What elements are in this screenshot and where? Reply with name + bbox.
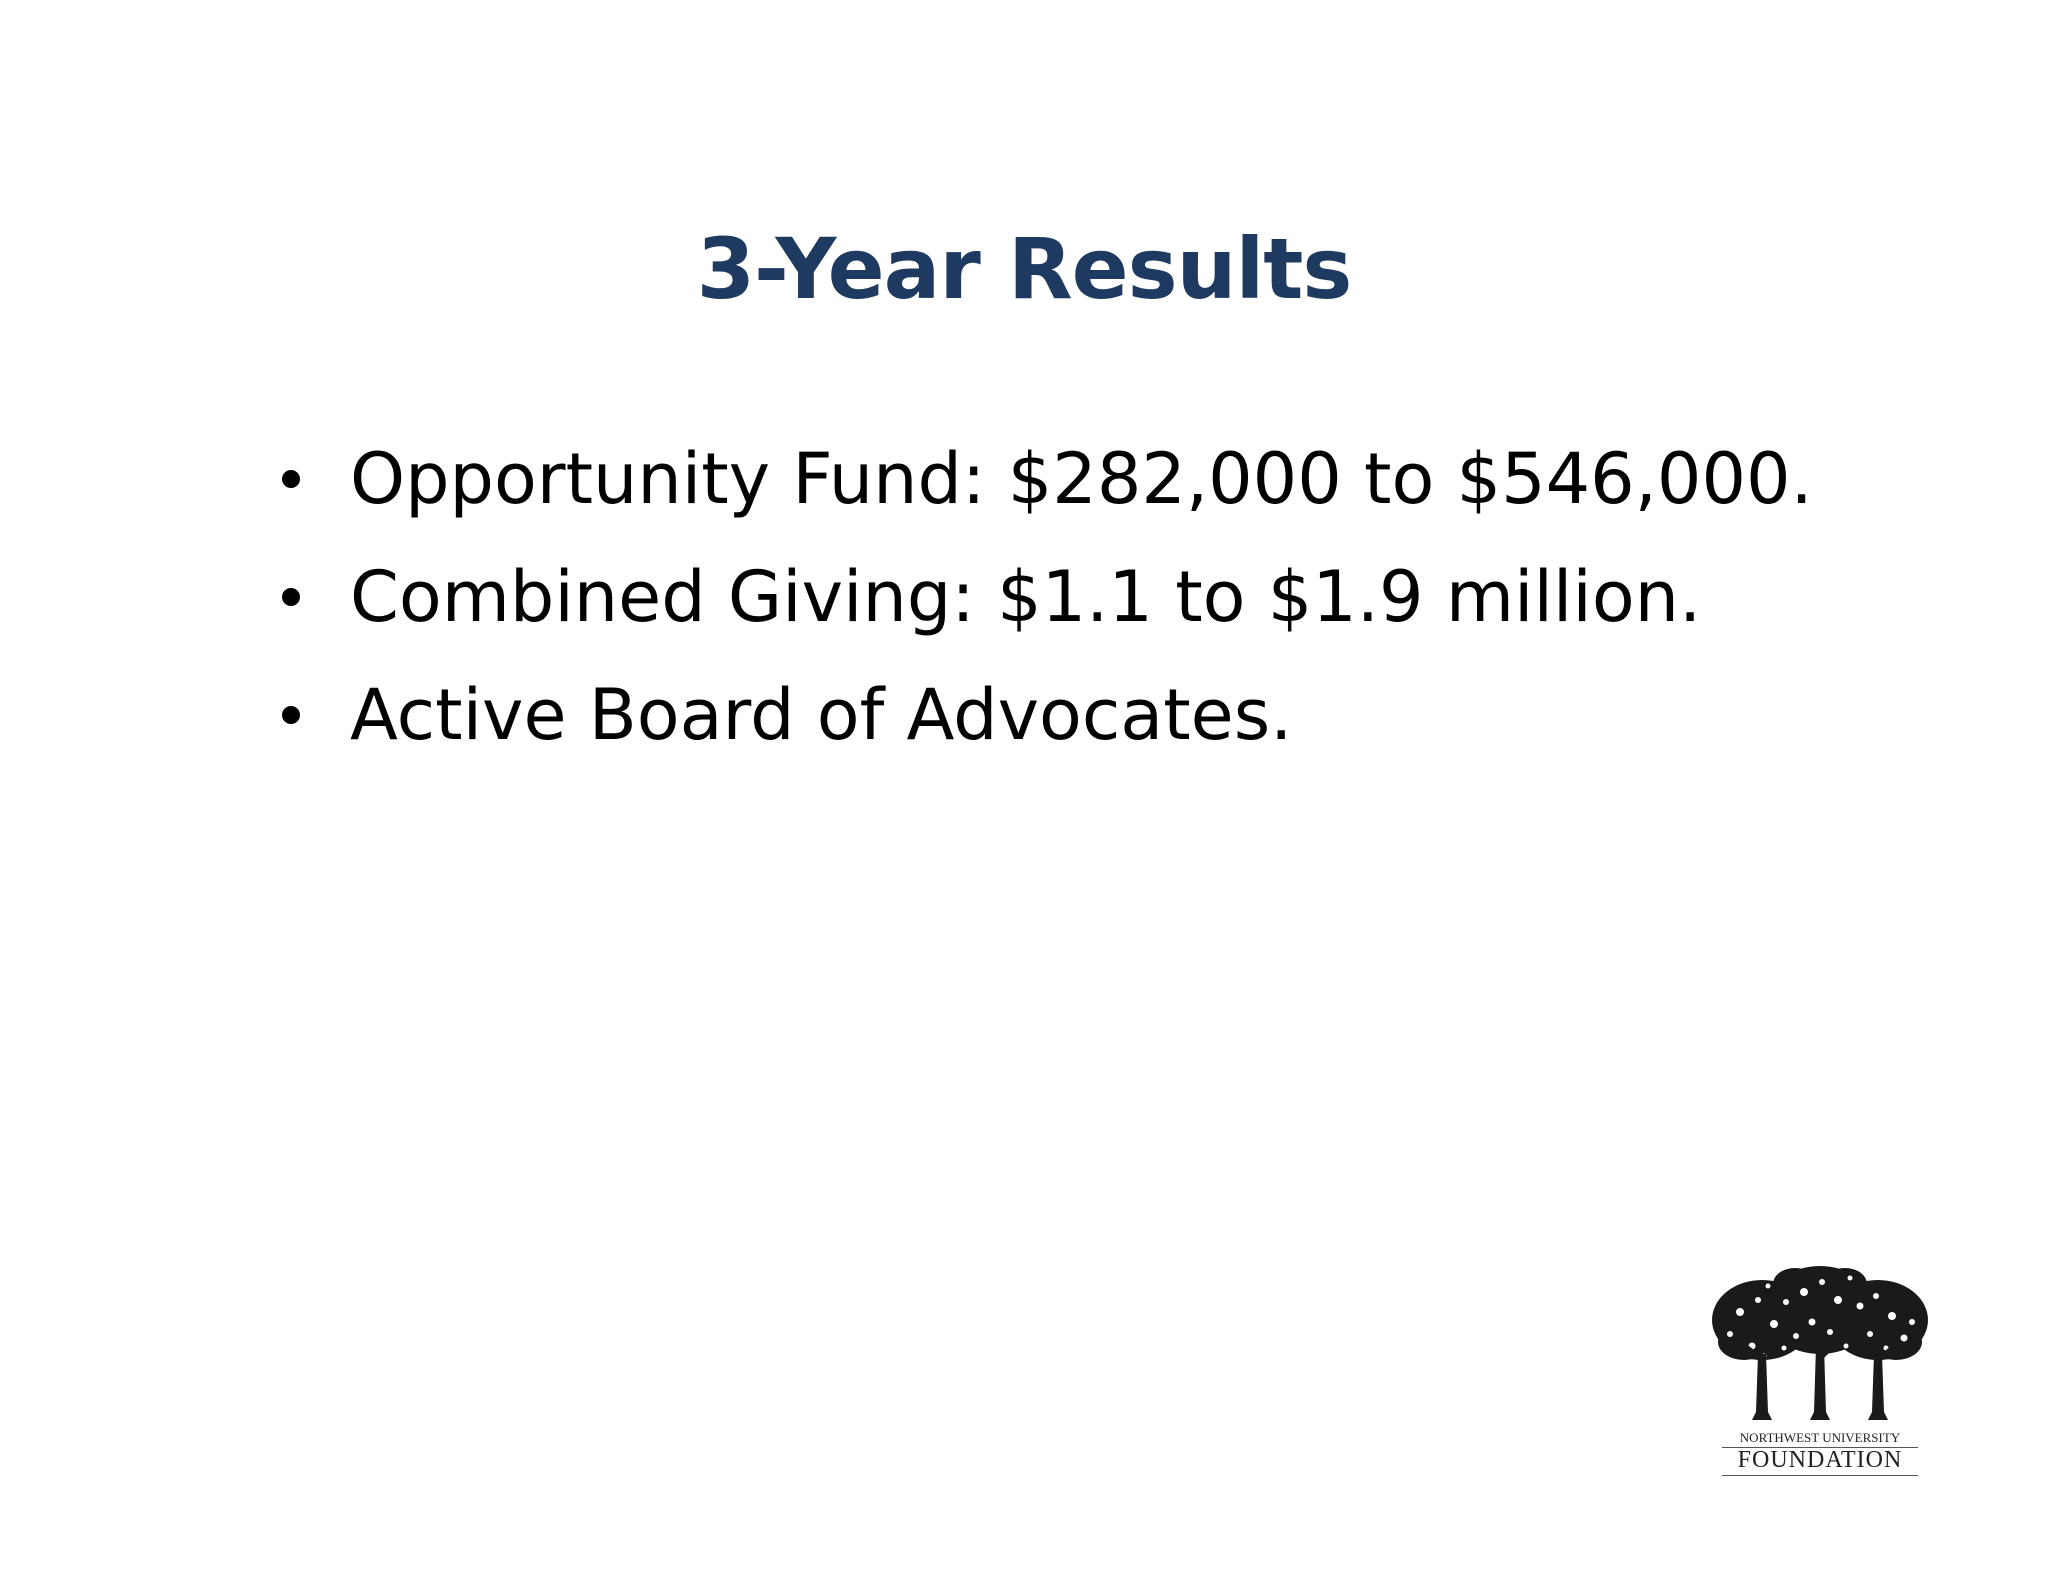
bullet-icon xyxy=(282,470,300,488)
bullet-icon xyxy=(282,706,300,724)
bullet-text: Opportunity Fund: $282,000 to $546,000. xyxy=(350,438,1813,520)
logo-line-1: NORTHWEST UNIVERSITY xyxy=(1739,1430,1901,1445)
foundation-logo xyxy=(1700,1262,1940,1482)
slide-title: 3-Year Results xyxy=(696,220,1352,318)
bullet-icon xyxy=(282,588,300,606)
three-trees-icon xyxy=(1700,1262,1940,1428)
list-item xyxy=(278,538,1813,656)
bullet-list xyxy=(278,420,1813,774)
bullet-text: Active Board of Advocates. xyxy=(350,674,1293,756)
bullet-text: Combined Giving: $1.1 to $1.9 million. xyxy=(350,556,1702,638)
logo-line-2: FOUNDATION xyxy=(1737,1447,1903,1473)
list-item xyxy=(278,656,1813,774)
logo-divider xyxy=(1722,1475,1918,1476)
list-item xyxy=(278,420,1813,538)
